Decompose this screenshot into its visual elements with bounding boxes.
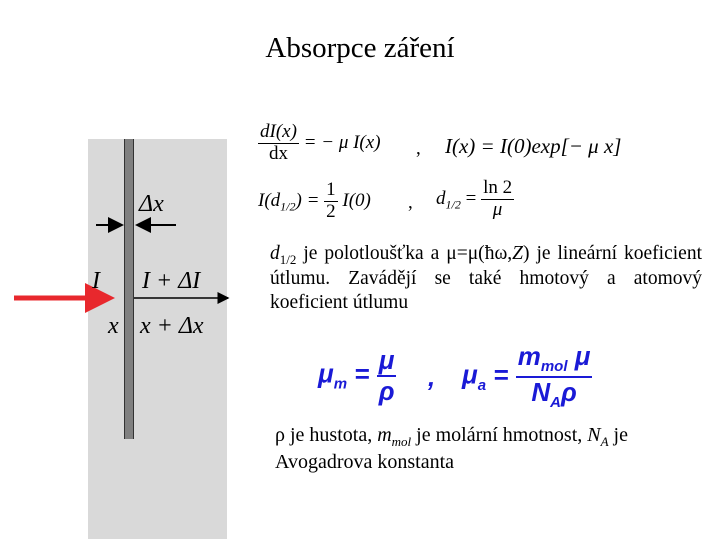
symbols-paragraph: ρ je hustota, $m_{mol}$ je molární hmotnost, $N_A$ je Avogadrova konstanta <box>275 424 628 474</box>
separator-comma-1: , <box>416 138 421 159</box>
atomic-coefficient-fraction: $\frac{m_{mol} \mu}{N_A\rho}$ <box>517 341 591 411</box>
x-plus-dx-label: x + Δx <box>140 313 204 339</box>
exponential-law: I(x) = I(0)exp[− μ x] <box>445 134 622 158</box>
intensity-out-label: I + ΔI <box>142 268 201 294</box>
slide-title: Absorpce záření <box>265 32 455 64</box>
half-fraction: $\frac{1}{2}$ <box>326 179 336 222</box>
half-thickness-equation: $I(d_{1/2})$ = $\frac{1}{2}$ I(0) <box>258 179 371 222</box>
description-paragraph: $d_{1/2}$ je polotloušťka a μ=μ(ħω,Z) je lineární koeficient útlumu. Zavádějí se také hmotový a atomový koeficient útlumu <box>270 243 702 313</box>
mass-coefficient-fraction: $\frac{\mu}{\rho}$ <box>378 345 395 406</box>
derivative-fraction: $\frac{dI(x)}{dx}$ <box>260 121 297 164</box>
mass-coefficient-formula: $\mu_m$ = $\frac{\mu}{\rho}$ <box>318 345 395 406</box>
coefficient-separator-comma: , <box>428 362 436 392</box>
intensity-in-label: I <box>92 268 100 294</box>
differential-equation: $\frac{dI(x)}{dx}$ = − μ I(x) <box>260 121 381 164</box>
separator-comma-2: , <box>408 192 413 213</box>
x-label: x <box>108 313 119 339</box>
ln2-fraction: $\frac{\ln 2}{\mu}$ <box>483 177 513 220</box>
half-thickness-formula: $d_{1/2}$ = $\frac{\ln 2}{\mu}$ <box>436 177 513 220</box>
dx-label: Δx <box>139 191 164 217</box>
atomic-coefficient-formula: $\mu_a$ = $\frac{m_{mol} \mu}{N_A\rho}$ <box>462 341 591 411</box>
